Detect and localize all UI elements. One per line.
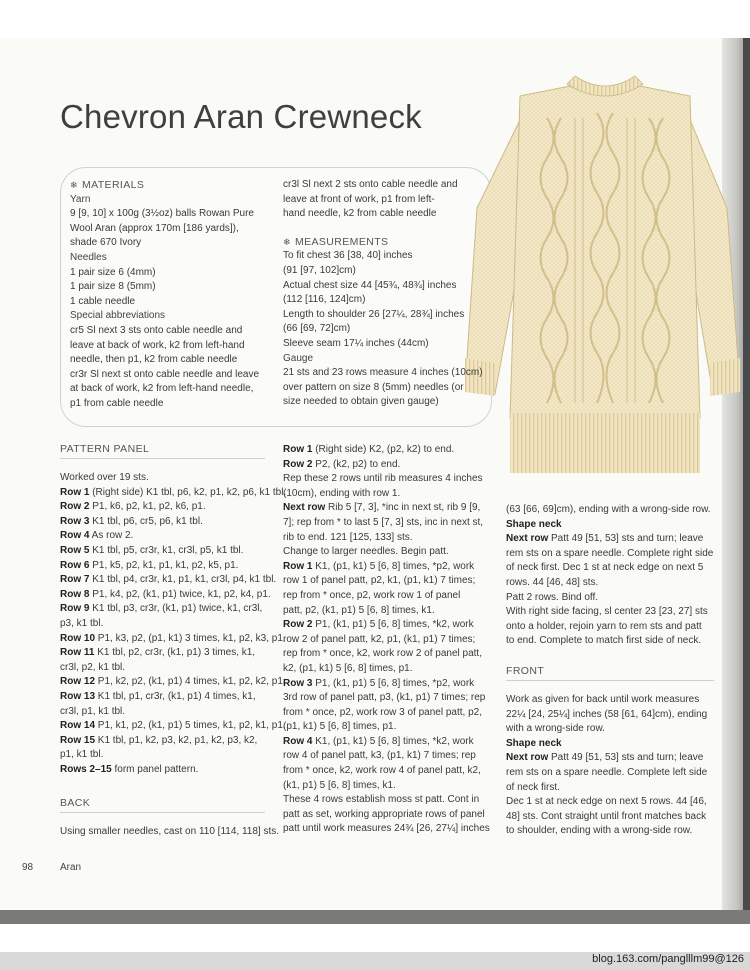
row-text: (p1, k1) 5 [6, 8] times, p1. xyxy=(283,721,397,733)
row-text: to end. Complete to match first side of neck. xyxy=(506,635,702,647)
text-line: cr5 Sl next 3 sts onto cable needle and xyxy=(70,324,243,336)
row-text: K1 tbl, p2, cr3r, (k1, p1) 3 times, k1, xyxy=(94,647,256,659)
page-number: 98 xyxy=(22,862,34,873)
text-line: 1 pair size 8 (5mm) xyxy=(70,281,156,293)
row-text: 22¼ [24, 25¼] inches (58 [61, 64]cm), ending xyxy=(506,708,708,720)
row-text: K1 tbl, p6, cr5, p6, k1 tbl. xyxy=(89,515,203,527)
text-line xyxy=(506,795,707,810)
row-label: Next row xyxy=(506,533,549,545)
text-line xyxy=(60,529,286,544)
text-line: cr3l Sl next 2 sts onto cable needle and xyxy=(283,179,458,190)
watermark-text: blog.163.com/panglllm99@126 xyxy=(592,953,744,965)
row-text: P1, k1, p2, (k1, p1) 5 times, k1, p2, k1, p1. xyxy=(95,720,286,732)
text-line xyxy=(506,547,713,562)
text-line: Wool Aran (approx 170m [186 yards]), xyxy=(70,222,239,234)
row-text: rows. 44 [46, 48] sts. xyxy=(506,576,599,588)
text-line xyxy=(283,793,490,808)
text-line xyxy=(283,458,490,473)
front-heading: FRONT xyxy=(506,665,545,677)
text-line xyxy=(60,748,286,763)
measurements-list xyxy=(283,249,483,410)
text-line xyxy=(283,574,490,589)
text-line xyxy=(506,561,713,576)
measurements-heading: ❄ MEASUREMENTS xyxy=(283,235,389,248)
text-line: Length to shoulder 26 [27¼, 28¾] inches xyxy=(283,308,465,320)
text-line xyxy=(506,751,707,766)
row-text: P1, k2, p2, (k1, p1) 4 times, k1, p2, k2, p1. xyxy=(95,676,286,688)
row-text: from * once, p2, work row 3 of panel patt, p2, xyxy=(283,706,482,718)
text-line xyxy=(283,662,490,677)
row-text: form panel pattern. xyxy=(111,763,199,775)
text-line xyxy=(506,591,713,606)
row-text: Patt 49 [51, 53] sts and turn; leave xyxy=(548,752,704,764)
row-text: (Right side) K2, (p2, k2) to end. xyxy=(312,444,455,455)
subheading: Needles xyxy=(70,251,107,263)
text-line: 1 pair size 6 (4mm) xyxy=(70,266,156,278)
row-label: Row 4 xyxy=(60,530,90,542)
text-line xyxy=(283,545,490,560)
row-text: K1 tbl, p5, cr3r, k1, cr3l, p5, k1 tbl. xyxy=(89,544,244,556)
row-label: Row 1 xyxy=(283,444,313,455)
text-line xyxy=(283,487,490,502)
text-line: (91 [97, 102]cm) xyxy=(283,264,356,276)
divider xyxy=(60,812,265,813)
divider xyxy=(506,680,714,681)
materials-continued xyxy=(283,178,483,222)
page-bottom-edge xyxy=(0,910,750,924)
row-text: P1, k6, p2, k1, p2, k6, p1. xyxy=(89,501,206,513)
text-line xyxy=(60,719,286,734)
text-line xyxy=(506,824,707,839)
row-label: Row 9 xyxy=(60,603,90,615)
back-instructions xyxy=(283,443,490,837)
text-line xyxy=(60,588,286,603)
text-line xyxy=(283,443,490,458)
text-line: needle, then p1, k2 from cable needle xyxy=(70,354,238,366)
row-text: cr3l, p1, k1 tbl. xyxy=(60,705,126,717)
text-line xyxy=(60,602,286,617)
row-text: K1, (p1, k1) 5 [6, 8] times, *p2, work xyxy=(312,560,475,572)
text-line xyxy=(506,503,713,518)
row-text: (63 [66, 69]cm), ending with a wrong-side row. xyxy=(506,504,711,515)
text-line: 21 sts and 23 rows measure 4 inches (10cm) xyxy=(283,367,483,379)
text-line xyxy=(283,633,490,648)
text-line xyxy=(283,589,490,604)
page-title: Chevron Aran Crewneck xyxy=(60,98,422,135)
row-label: Rows 2–15 xyxy=(60,763,112,775)
text-line: leave at back of work, k2 from left-hand xyxy=(70,339,245,351)
row-text: cr3l, p2, k1 tbl. xyxy=(60,661,126,673)
text-line xyxy=(60,559,286,574)
text-line xyxy=(283,560,490,575)
row-text: K1, (p1, k1) 5 [6, 8] times, *k2, work xyxy=(312,735,474,747)
row-text: row 4 of panel patt, k3, (p1, k1) 7 times; rep xyxy=(283,750,476,762)
row-label: Shape neck xyxy=(506,737,562,749)
row-label: Row 4 xyxy=(283,735,313,747)
text-line xyxy=(283,531,490,546)
text-line xyxy=(283,706,490,721)
row-text: row 1 of panel patt, p2, k1, (p1, k1) 7 times; xyxy=(283,575,476,587)
text-line xyxy=(60,617,286,632)
row-label: Row 7 xyxy=(60,574,90,586)
text-line xyxy=(506,722,707,737)
row-text: rem sts on a spare needle. Complete left side xyxy=(506,766,708,778)
subheading: Yarn xyxy=(70,193,91,205)
text-line xyxy=(60,471,286,486)
text-line xyxy=(60,544,286,559)
text-line xyxy=(506,634,713,649)
text-line xyxy=(506,737,707,752)
subheading: Special abbreviations xyxy=(70,310,166,322)
snowflake-icon: ❄ xyxy=(70,180,78,190)
text-line xyxy=(283,779,490,794)
row-label: Shape neck xyxy=(506,518,562,530)
row-text: patt as set, working appropriate rows of panel xyxy=(283,808,485,820)
measurements-section xyxy=(283,178,483,410)
text-line xyxy=(283,472,490,487)
text-line: Sleeve seam 17¼ inches (44cm) xyxy=(283,337,429,349)
text-line: p1 from cable needle xyxy=(70,397,164,409)
row-label: Row 15 xyxy=(60,734,96,746)
row-text: Worked over 19 sts. xyxy=(60,472,149,483)
row-text: p1, k1 tbl. xyxy=(60,749,104,761)
text-line xyxy=(283,604,490,619)
back-heading: BACK xyxy=(60,797,91,809)
text-line xyxy=(283,691,490,706)
text-line xyxy=(60,632,286,647)
row-label: Row 3 xyxy=(283,677,313,689)
pattern-panel-text xyxy=(60,471,286,777)
text-line xyxy=(60,675,286,690)
row-text: rib to end. 121 [125, 133] sts. xyxy=(283,531,413,543)
text-line xyxy=(506,781,707,796)
row-text: Patt 2 rows. Bind off. xyxy=(506,591,599,603)
divider xyxy=(60,458,265,459)
row-text: Work as given for back until work measures xyxy=(506,694,700,705)
text-line xyxy=(506,576,713,591)
row-label: Row 3 xyxy=(60,515,90,527)
row-text: As row 2. xyxy=(89,530,134,542)
text-line: hand needle, k2 from cable needle xyxy=(283,208,437,220)
text-line xyxy=(506,620,713,635)
subheading: Gauge xyxy=(283,352,314,364)
text-line xyxy=(506,693,707,708)
text-line: 1 cable needle xyxy=(70,295,136,307)
row-text: p3, k1 tbl. xyxy=(60,617,104,629)
row-text: (10cm), ending with row 1. xyxy=(283,487,401,499)
row-text: K1 tbl, p1, cr3r, (k1, p1) 4 times, k1, xyxy=(95,690,256,702)
row-text: rep from * once, k2, work row 2 of panel patt, xyxy=(283,648,482,660)
text-line: To fit chest 36 [38, 40] inches xyxy=(283,250,413,262)
row-text: patt, p2, (k1, p1) 5 [6, 8] times, k1. xyxy=(283,604,435,616)
snowflake-icon: ❄ xyxy=(283,236,291,247)
sweater-illustration xyxy=(465,58,740,488)
row-text: of neck first. Dec 1 st at neck edge on next 5 xyxy=(506,562,704,574)
row-text: Dec 1 st at neck edge on next 5 rows. 44 [46, xyxy=(506,796,707,808)
row-text: rep from * once, p2, work row 1 of panel xyxy=(283,589,461,601)
row-text: P1, k4, p2, (k1, p1) twice, k1, p2, k4, p1. xyxy=(89,588,271,600)
row-text: These 4 rows establish moss st patt. Cont in xyxy=(283,794,480,806)
text-line xyxy=(60,486,286,501)
text-line: leave at front of work, p1 from left- xyxy=(283,193,435,205)
section-label: Aran xyxy=(60,862,82,873)
text-line xyxy=(506,810,707,825)
text-line xyxy=(60,705,286,720)
text-line: cr3r Sl next st onto cable needle and leave xyxy=(70,368,260,380)
row-text: with a wrong-side row. xyxy=(506,723,605,735)
materials-section xyxy=(70,178,259,412)
row-label: Row 11 xyxy=(60,647,95,659)
text-line xyxy=(506,532,713,547)
row-text: k2, (p1, k1) 5 [6, 8] times, p1. xyxy=(283,662,413,674)
row-text: With right side facing, sl center 23 [23, 27] sts xyxy=(506,606,708,618)
text-line xyxy=(506,766,707,781)
row-text: P1, (k1, p1) 5 [6, 8] times, *k2, work xyxy=(312,619,474,631)
row-text: P1, (k1, p1) 5 [6, 8] times, *p2, work xyxy=(312,677,475,689)
row-text: row 2 of panel patt, k2, p1, (k1, p1) 7 times; xyxy=(283,633,476,645)
text-line xyxy=(283,720,490,735)
row-text: Rep these 2 rows until rib measures 4 inches xyxy=(283,473,483,485)
row-label: Row 6 xyxy=(60,559,90,571)
row-label: Row 8 xyxy=(60,588,90,600)
row-label: Row 12 xyxy=(60,676,96,688)
text-line xyxy=(60,500,286,515)
text-line: shade 670 Ivory xyxy=(70,237,142,249)
text-line: (66 [69, 72]cm) xyxy=(283,323,351,335)
row-text: from * once, k2, work row 4 of panel patt, k2, xyxy=(283,765,481,777)
row-label: Row 2 xyxy=(283,619,313,631)
row-label: Row 10 xyxy=(60,632,96,644)
text-line: 9 [9, 10] x 100g (3½oz) balls Rowan Pure xyxy=(70,208,254,220)
text-line xyxy=(283,808,490,823)
row-text: Using smaller needles, cast on 110 [114, 118] sts. xyxy=(60,826,280,837)
row-text: 7]; rep from * to last 5 [7, 3] sts, inc in next st, xyxy=(283,516,484,528)
text-line xyxy=(60,646,286,661)
text-line xyxy=(283,647,490,662)
text-line: (112 [116, 124]cm) xyxy=(283,294,366,306)
row-text: Patt 49 [51, 53] sts and turn; leave xyxy=(548,533,704,545)
row-text: P2, (k2, p2) to end. xyxy=(312,458,401,470)
row-label: Row 13 xyxy=(60,690,96,702)
row-text: patt until work measures 24¾ [26, 27¼] inches xyxy=(283,823,490,835)
row-text: K1 tbl, p3, cr3r, (k1, p1) twice, k1, cr3l, xyxy=(89,603,263,615)
front-instructions xyxy=(506,693,707,839)
row-text: P1, k3, p2, (p1, k1) 3 times, k1, p2, k3, p1. xyxy=(95,632,286,644)
row-text: onto a holder, rejoin yarn to rem sts and patt xyxy=(506,620,702,632)
text-line xyxy=(506,605,713,620)
text-line: over pattern on size 8 (5mm) needles (or xyxy=(283,381,464,393)
scan-top-margin xyxy=(0,0,750,38)
text-line xyxy=(506,708,707,723)
row-text: K1 tbl, p4, cr3r, k1, p1, k1, cr3l, p4, k1 tbl. xyxy=(89,574,277,586)
row-label: Row 1 xyxy=(60,486,90,498)
text-line xyxy=(60,763,286,778)
row-label: Next row xyxy=(283,502,326,514)
text-line: Actual chest size 44 [45¾, 48¾] inches xyxy=(283,279,457,291)
text-line xyxy=(283,764,490,779)
text-line xyxy=(283,516,490,531)
back-text xyxy=(60,825,279,840)
row-label: Row 14 xyxy=(60,720,96,732)
text-line xyxy=(283,749,490,764)
text-line xyxy=(283,677,490,692)
text-line xyxy=(60,515,286,530)
row-text: Rib 5 [7, 3], *inc in next st, rib 9 [9, xyxy=(325,502,481,514)
row-label: Row 1 xyxy=(283,560,313,572)
row-text: 3rd row of panel patt, p3, (k1, p1) 7 times; rep xyxy=(283,692,486,704)
row-text: 48] sts. Cont straight until front matches back xyxy=(506,810,707,822)
materials-list xyxy=(70,193,259,412)
row-label: Row 2 xyxy=(60,501,90,513)
text-line xyxy=(283,822,490,837)
text-line: at back of work, k2 from left-hand needle, xyxy=(70,383,254,395)
materials-heading: ❄ MATERIALS xyxy=(70,179,145,191)
text-line xyxy=(283,735,490,750)
row-text: P1, k5, p2, k1, p1, k1, p2, k5, p1. xyxy=(89,559,239,571)
text-line xyxy=(283,618,490,633)
text-line xyxy=(60,573,286,588)
row-text: of neck first. xyxy=(506,781,560,793)
text-line xyxy=(60,825,279,840)
row-text: K1 tbl, p1, k2, p3, k2, p1, k2, p3, k2, xyxy=(95,734,258,746)
text-line xyxy=(506,518,713,533)
text-line xyxy=(283,501,490,516)
row-text: (Right side) K1 tbl, p6, k2, p1, k2, p6, k1 tbl. xyxy=(89,486,287,498)
row-label: Row 2 xyxy=(283,458,313,470)
row-text: Change to larger needles. Begin patt. xyxy=(283,546,449,558)
row-text: rem sts on a spare needle. Complete right side xyxy=(506,547,714,559)
row-text: to shoulder, ending with a wrong-side row. xyxy=(506,825,693,837)
text-line: size needed to obtain given gauge) xyxy=(283,396,439,408)
row-label: Row 5 xyxy=(60,544,90,556)
text-line xyxy=(60,690,286,705)
pattern-panel-heading: PATTERN PANEL xyxy=(60,443,150,455)
row-label: Next row xyxy=(506,752,549,764)
row-text: (k1, p1) 5 [6, 8] times, k1. xyxy=(283,779,396,791)
text-line xyxy=(60,661,286,676)
text-line xyxy=(60,734,286,749)
shape-neck-instructions xyxy=(506,503,713,649)
